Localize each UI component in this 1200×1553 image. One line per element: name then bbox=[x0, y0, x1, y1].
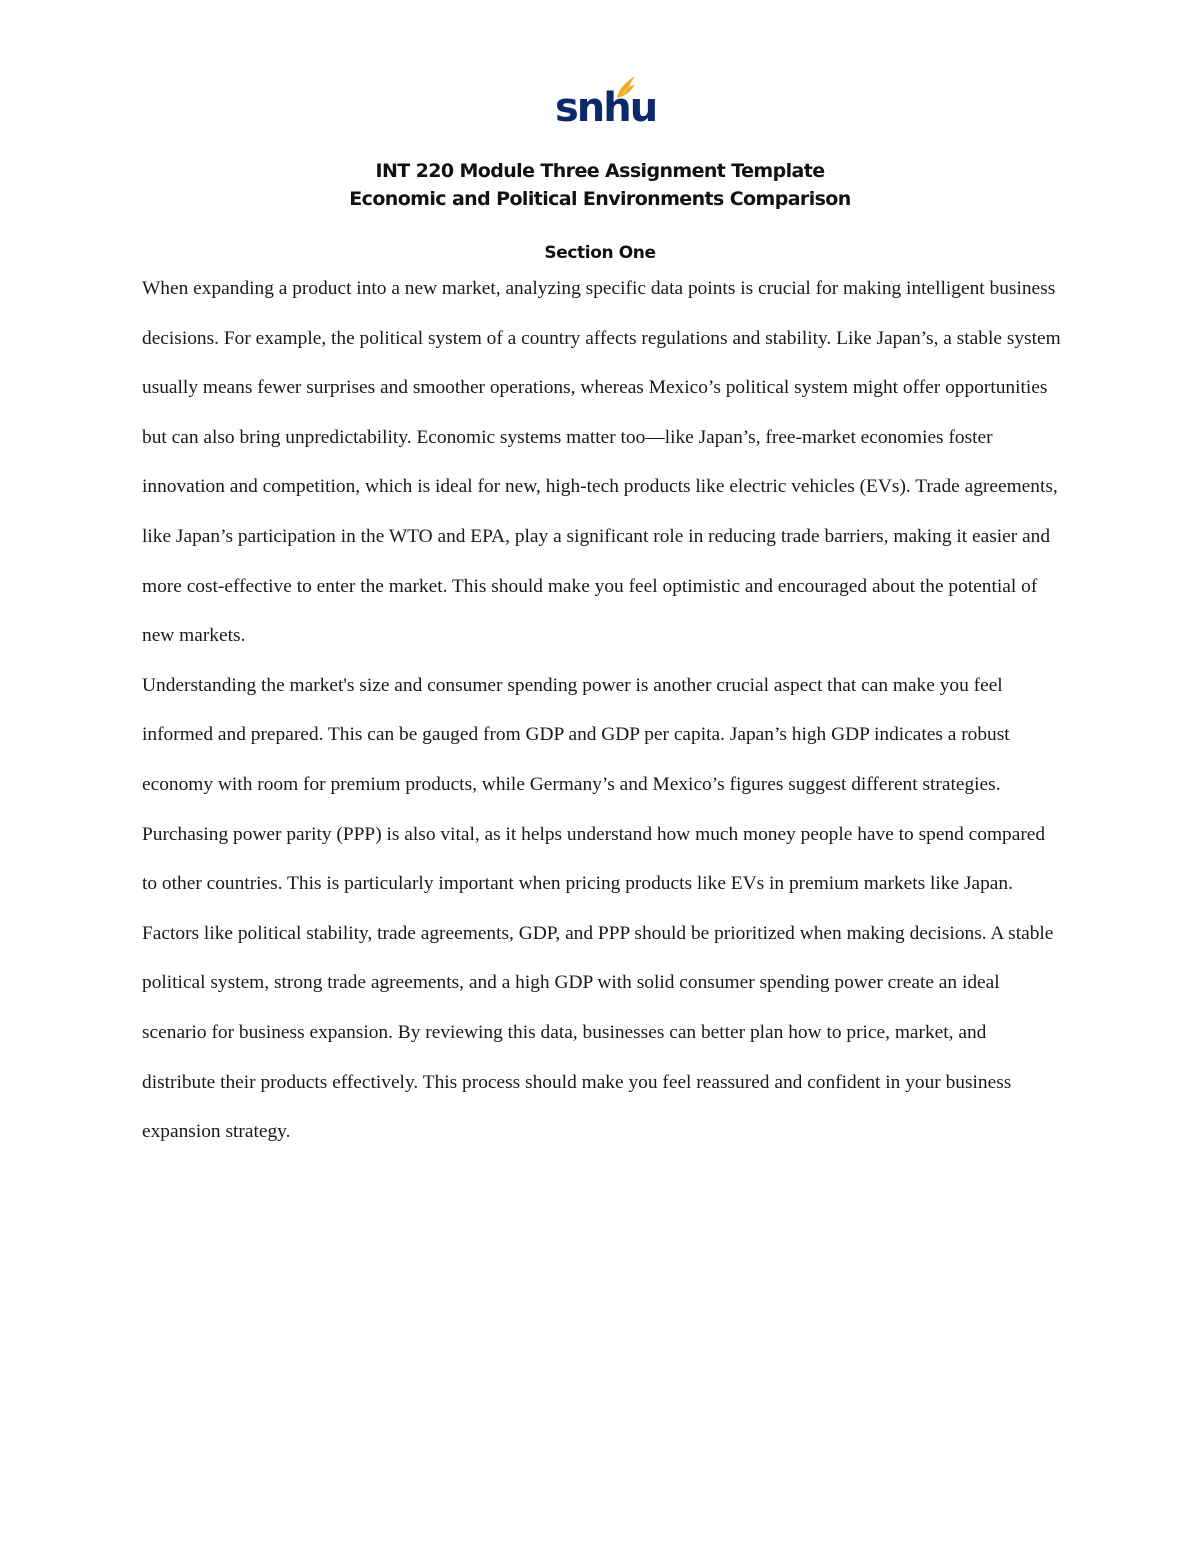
section-heading: Section One bbox=[544, 243, 656, 263]
snhu-logo bbox=[555, 74, 657, 132]
logo-wordmark: snhu bbox=[555, 85, 657, 131]
section-body bbox=[142, 264, 1062, 1157]
body-paragraph: When expanding a product into a new market, analyzing specific data points is crucial for making intelligent business decisions. For example, the political system of a country affects regulations and stability. Like Japan’s, a stable system usually means fewer surprises and smoother operations, whereas Mexico’s political system might offer opportunities but can also bring unpredictability. Economic systems matter too—like Japan’s, free-market economies foster innovation and competition, which is ideal for new, high-tech products like electric vehicles (EVs). Trade agreements, like Japan’s participation in the WTO and EPA, play a significant role in reducing trade barriers, making it easier and more cost-effective to enter the market. This should make you feel optimistic and encouraged about the potential of new markets. bbox=[142, 278, 1061, 647]
body-paragraph: Understanding the market's size and consumer spending power is another crucial aspect that can make you feel informed and prepared. This can be gauged from GDP and GDP per capita. Japan’s high GDP indicates a robust economy with room for premium products, while Germany’s and Mexico’s figures suggest different strategies. Purchasing power parity (PPP) is also vital, as it helps understand how much money people have to spend compared to other countries. This is particularly important when pricing products like EVs in premium markets like Japan. bbox=[142, 674, 1046, 895]
body-paragraph: Factors like political stability, trade agreements, GDP, and PPP should be prioritized when making decisions. A stable political system, strong trade agreements, and a high GDP with solid consumer spending power create an ideal scenario for business expansion. By reviewing this data, businesses can better plan how to price, market, and distribute their products effectively. This process should make you feel reassured and confident in your business expansion strategy. bbox=[142, 922, 1054, 1143]
document-subtitle: Economic and Political Environments Comparison bbox=[349, 188, 851, 210]
document-title: INT 220 Module Three Assignment Template bbox=[375, 160, 825, 182]
